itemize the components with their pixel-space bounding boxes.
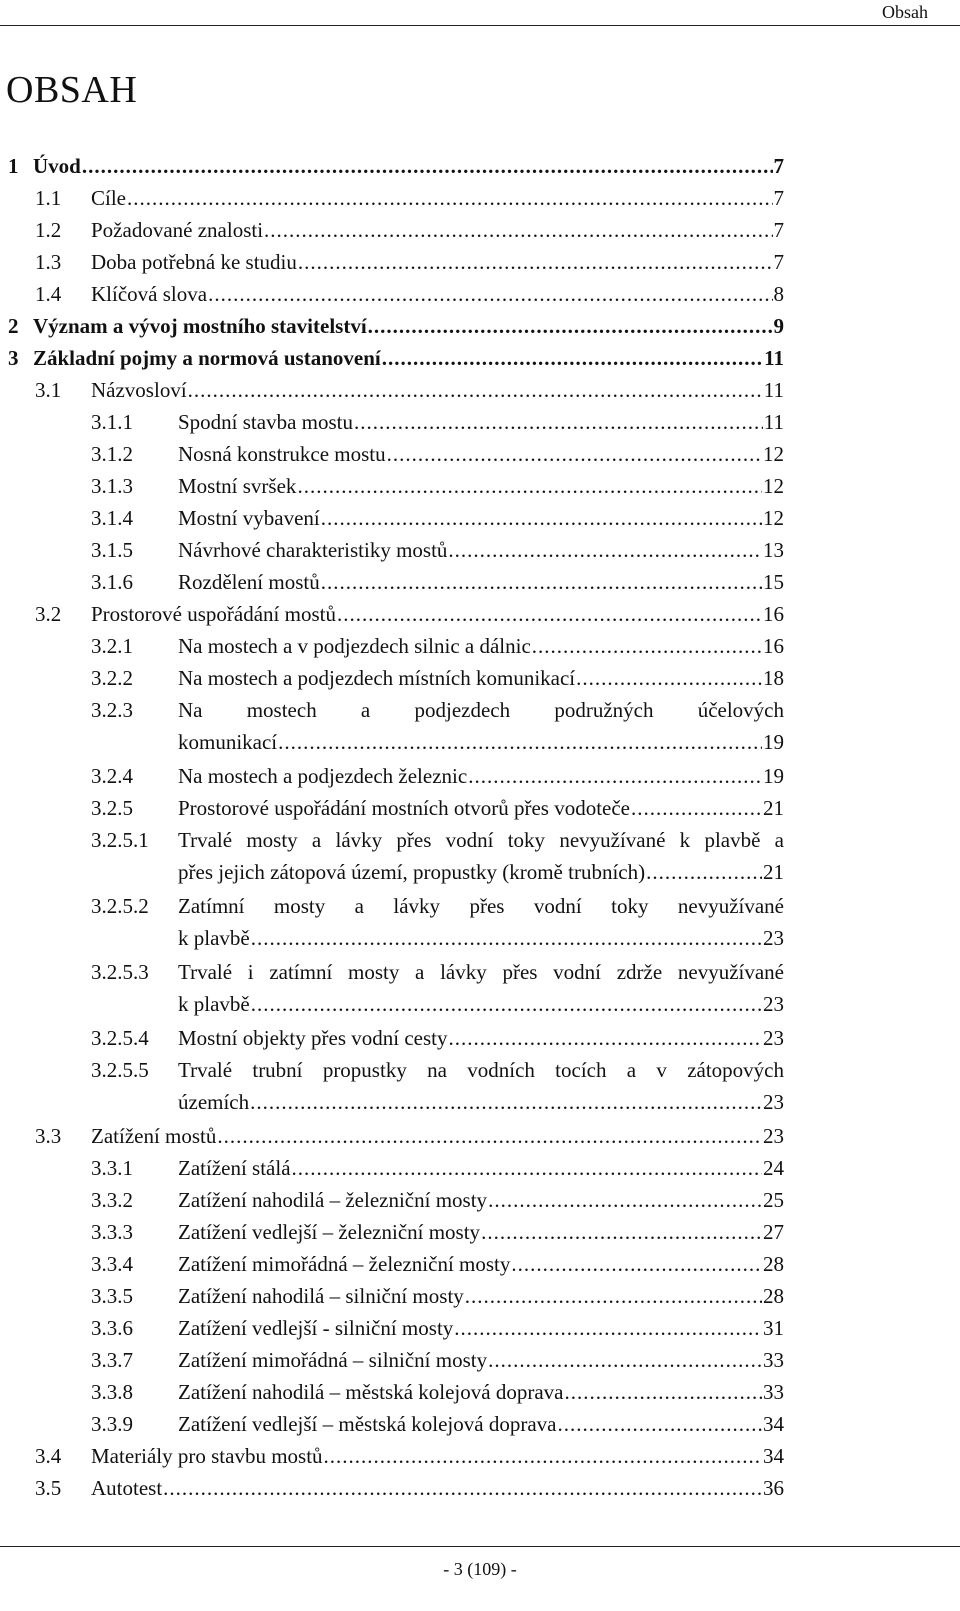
dot-leader: [217, 1120, 762, 1152]
toc-entry-title-first-line: Na mostech a podjezdech podružných účelových: [178, 698, 784, 722]
toc-entry-number: 3.2.2: [91, 666, 133, 690]
toc-entry[interactable]: [0, 1408, 960, 1440]
toc-entry-title: Nosná konstrukce mostu: [178, 442, 386, 466]
running-header: Obsah: [882, 2, 928, 22]
dot-leader: [321, 566, 762, 598]
dot-leader: [382, 342, 763, 374]
toc-entry[interactable]: [0, 598, 960, 630]
dot-leader: [481, 1216, 762, 1248]
dot-leader: [251, 922, 762, 954]
dot-leader: [454, 1312, 762, 1344]
toc-entry[interactable]: [0, 1472, 960, 1504]
toc-entry-page-number: 21: [763, 796, 784, 820]
toc-entry-title: Zatížení mostů: [91, 1124, 217, 1148]
toc-entry-page-number: 13: [763, 538, 784, 562]
toc-entry-title: Zatížení nahodilá – městská kolejová doprava: [178, 1380, 564, 1404]
toc-entry[interactable]: [0, 1440, 960, 1472]
toc-entry-number: 3.2.3: [91, 698, 133, 722]
dot-leader: [337, 598, 762, 630]
toc-entry-number: 3.2.5.5: [91, 1058, 149, 1082]
toc-entry-number: 3.4: [35, 1444, 62, 1468]
toc-entry-page-number: 23: [763, 992, 784, 1016]
toc-entry-number: 3.1.1: [91, 410, 133, 434]
toc-entry[interactable]: [0, 956, 960, 1022]
toc-entry[interactable]: [0, 470, 960, 502]
dot-leader: [82, 150, 773, 182]
toc-entry-title: Zatížení vedlejší - silniční mosty: [178, 1316, 454, 1340]
toc-entry-number: 3.2.5.3: [91, 960, 149, 984]
toc-entry[interactable]: [0, 1022, 960, 1054]
toc-entry-page-number: 23: [763, 926, 784, 950]
page-title: OBSAH: [6, 69, 138, 111]
toc-entry-page-number: 12: [763, 442, 784, 466]
toc-entry-title: k plavbě: [178, 992, 250, 1016]
dot-leader: [251, 988, 762, 1020]
dot-leader: [511, 1248, 762, 1280]
toc-entry-page-number: 23: [763, 1124, 784, 1148]
toc-entry[interactable]: [0, 246, 960, 278]
toc-entry-title: Zatížení nahodilá – železniční mosty: [178, 1188, 488, 1212]
toc-entry-title: Úvod: [33, 154, 81, 178]
toc-entry-title-first-line: Trvalé i zatímní mosty a lávky přes vodní zdrže nevyužívané: [178, 960, 784, 984]
toc-entry-title: Rozdělení mostů: [178, 570, 320, 594]
toc-entry-page-number: 25: [763, 1188, 784, 1212]
toc-entry-title-first-line: Trvalé mosty a lávky přes vodní toky nevyužívané k plavbě a: [178, 828, 784, 852]
toc-entry-title: Základní pojmy a normová ustanovení: [33, 346, 381, 370]
dot-leader: [488, 1344, 762, 1376]
dot-leader: [354, 406, 763, 438]
toc-entry-page-number: 23: [763, 1026, 784, 1050]
dot-leader: [321, 502, 762, 534]
table-of-contents: [0, 150, 960, 1504]
dot-leader: [264, 214, 772, 246]
toc-entry-page-number: 11: [764, 346, 784, 370]
dot-leader: [465, 1280, 762, 1312]
toc-entry[interactable]: [0, 1152, 960, 1184]
dot-leader: [188, 374, 763, 406]
toc-entry[interactable]: [0, 502, 960, 534]
toc-entry-page-number: 28: [763, 1284, 784, 1308]
dot-leader: [278, 726, 762, 758]
dot-leader: [127, 182, 773, 214]
toc-entry[interactable]: [0, 1216, 960, 1248]
toc-entry[interactable]: [0, 406, 960, 438]
dot-leader: [292, 1152, 762, 1184]
toc-entry-page-number: 16: [763, 634, 784, 658]
toc-entry-title: Zatížení stálá: [178, 1156, 291, 1180]
toc-entry-title: k plavbě: [178, 926, 250, 950]
toc-entry[interactable]: [0, 214, 960, 246]
toc-entry[interactable]: [0, 694, 960, 760]
toc-entry[interactable]: [0, 1120, 960, 1152]
toc-entry-page-number: 33: [763, 1380, 784, 1404]
toc-entry-title-first-line: Zatímní mosty a lávky přes vodní toky nevyužívané: [178, 894, 784, 918]
toc-entry-page-number: 9: [773, 314, 784, 338]
toc-entry-number: 1: [8, 154, 19, 178]
toc-entry-number: 3.3.7: [91, 1348, 133, 1372]
toc-entry-number: 3.2: [35, 602, 62, 626]
toc-entry[interactable]: [0, 182, 960, 214]
toc-entry-page-number: 12: [763, 506, 784, 530]
toc-entry[interactable]: [0, 342, 960, 374]
toc-entry-title: Zatížení mimořádná – silniční mosty: [178, 1348, 488, 1372]
toc-entry[interactable]: [0, 662, 960, 694]
toc-entry-page-number: 7: [773, 154, 784, 178]
toc-entry-title: Mostní objekty přes vodní cesty: [178, 1026, 448, 1050]
toc-entry-title: Zatížení vedlejší – městská kolejová doprava: [178, 1412, 557, 1436]
toc-entry-number: 3.2.1: [91, 634, 133, 658]
toc-entry-title: Mostní vybavení: [178, 506, 320, 530]
toc-entry[interactable]: [0, 374, 960, 406]
toc-entry[interactable]: [0, 760, 960, 792]
toc-entry-number: 3.3.4: [91, 1252, 133, 1276]
toc-entry-number: 3.3: [35, 1124, 62, 1148]
toc-entry-number: 3.2.5: [91, 796, 133, 820]
dot-leader: [448, 534, 762, 566]
dot-leader: [448, 1022, 762, 1054]
toc-entry-page-number: 19: [763, 730, 784, 754]
toc-entry[interactable]: [0, 438, 960, 470]
dot-leader: [631, 792, 762, 824]
toc-entry-title: Cíle: [91, 186, 126, 210]
toc-entry[interactable]: [0, 1376, 960, 1408]
toc-entry-number: 3.1.2: [91, 442, 133, 466]
dot-leader: [564, 1376, 762, 1408]
toc-entry-title: komunikací: [178, 730, 278, 754]
toc-entry-number: 3.3.8: [91, 1380, 133, 1404]
dot-leader: [387, 438, 762, 470]
toc-entry[interactable]: [0, 1184, 960, 1216]
dot-leader: [532, 630, 762, 662]
dot-leader: [298, 246, 773, 278]
toc-entry-title: Na mostech a v podjezdech silnic a dálnic: [178, 634, 531, 658]
toc-entry-page-number: 19: [763, 764, 784, 788]
toc-entry-number: 3.3.9: [91, 1412, 133, 1436]
toc-entry-title: přes jejich zátopová území, propustky (kromě trubních): [178, 860, 646, 884]
toc-entry-title: Zatížení mimořádná – železniční mosty: [178, 1252, 511, 1276]
toc-entry-page-number: 7: [773, 218, 784, 242]
toc-entry[interactable]: [0, 310, 960, 342]
toc-entry-page-number: 11: [763, 378, 784, 402]
toc-entry-title: Názvosloví: [91, 378, 187, 402]
toc-entry-title: Prostorové uspořádání mostů: [91, 602, 336, 626]
toc-entry[interactable]: [0, 566, 960, 598]
toc-entry-number: 3: [8, 346, 19, 370]
toc-entry-title: Mostní svršek: [178, 474, 297, 498]
toc-entry[interactable]: [0, 824, 960, 890]
toc-entry-title: Klíčová slova: [91, 282, 208, 306]
toc-entry-page-number: 7: [773, 250, 784, 274]
dot-leader: [488, 1184, 762, 1216]
toc-entry-number: 3.1.6: [91, 570, 133, 594]
toc-entry[interactable]: [0, 1280, 960, 1312]
toc-entry-page-number: 8: [773, 282, 784, 306]
footer-page-number: - 3 (109) -: [443, 1559, 517, 1579]
toc-entry-number: 3.3.3: [91, 1220, 133, 1244]
dot-leader: [576, 662, 762, 694]
dot-leader: [646, 856, 762, 888]
toc-entry-page-number: 11: [763, 410, 784, 434]
toc-entry-page-number: 21: [763, 860, 784, 884]
toc-entry-page-number: 34: [763, 1444, 784, 1468]
toc-entry-number: 1.3: [35, 250, 62, 274]
toc-entry-title: územích: [178, 1090, 250, 1114]
toc-entry-number: 3.3.6: [91, 1316, 133, 1340]
toc-entry-page-number: 27: [763, 1220, 784, 1244]
dot-leader: [163, 1472, 762, 1504]
toc-entry[interactable]: [0, 1312, 960, 1344]
toc-entry-number: 3.2.4: [91, 764, 133, 788]
toc-entry-page-number: 33: [763, 1348, 784, 1372]
toc-entry-title: Na mostech a podjezdech místních komunikací: [178, 666, 576, 690]
toc-entry-page-number: 18: [763, 666, 784, 690]
toc-entry-number: 3.1: [35, 378, 62, 402]
toc-entry-number: 3.1.3: [91, 474, 133, 498]
dot-leader: [250, 1086, 762, 1118]
toc-entry-number: 3.2.5.1: [91, 828, 149, 852]
toc-entry-title: Autotest: [91, 1476, 163, 1500]
toc-entry-page-number: 23: [763, 1090, 784, 1114]
toc-entry[interactable]: [0, 1054, 960, 1120]
toc-entry[interactable]: [0, 150, 960, 182]
dot-leader: [324, 1440, 762, 1472]
page-footer: [0, 1546, 960, 1611]
toc-entry-page-number: 7: [773, 186, 784, 210]
toc-entry-title: Na mostech a podjezdech železnic: [178, 764, 468, 788]
toc-entry-number: 3.3.1: [91, 1156, 133, 1180]
toc-entry[interactable]: [0, 1248, 960, 1280]
toc-entry-title: Význam a vývoj mostního stavitelství: [33, 314, 367, 338]
toc-entry-number: 1.2: [35, 218, 62, 242]
toc-entry-number: 3.1.5: [91, 538, 133, 562]
toc-entry[interactable]: [0, 890, 960, 956]
header-rule: [0, 25, 960, 26]
dot-leader: [468, 760, 762, 792]
toc-entry-title: Materiály pro stavbu mostů: [91, 1444, 323, 1468]
toc-entry[interactable]: [0, 630, 960, 662]
toc-entry-page-number: 12: [763, 474, 784, 498]
toc-entry-title: Prostorové uspořádání mostních otvorů přes vodoteče: [178, 796, 630, 820]
toc-entry-number: 1.4: [35, 282, 62, 306]
toc-entry[interactable]: [0, 792, 960, 824]
toc-entry-number: 3.2.5.4: [91, 1026, 149, 1050]
toc-entry-title: Spodní stavba mostu: [178, 410, 354, 434]
dot-leader: [557, 1408, 762, 1440]
toc-entry[interactable]: [0, 1344, 960, 1376]
toc-entry-number: 3.1.4: [91, 506, 133, 530]
toc-entry-title-first-line: Trvalé trubní propustky na vodních tocích a v zátopových: [178, 1058, 784, 1082]
dot-leader: [297, 470, 762, 502]
toc-entry-number: 3.3.5: [91, 1284, 133, 1308]
toc-entry-number: 1.1: [35, 186, 62, 210]
toc-entry-page-number: 16: [763, 602, 784, 626]
dot-leader: [208, 278, 772, 310]
toc-entry-page-number: 15: [763, 570, 784, 594]
toc-entry[interactable]: [0, 534, 960, 566]
toc-entry-number: 3.3.2: [91, 1188, 133, 1212]
toc-entry-page-number: 31: [763, 1316, 784, 1340]
toc-entry-title: Požadované znalosti: [91, 218, 264, 242]
dot-leader: [368, 310, 773, 342]
toc-entry-number: 3.5: [35, 1476, 62, 1500]
toc-entry-title: Doba potřebná ke studiu: [91, 250, 297, 274]
toc-entry-page-number: 28: [763, 1252, 784, 1276]
toc-entry-number: 3.2.5.2: [91, 894, 149, 918]
toc-entry-page-number: 34: [763, 1412, 784, 1436]
toc-entry-title: Zatížení vedlejší – železniční mosty: [178, 1220, 481, 1244]
toc-entry-title: Zatížení nahodilá – silniční mosty: [178, 1284, 464, 1308]
toc-entry-page-number: 24: [763, 1156, 784, 1180]
toc-entry-title: Návrhové charakteristiky mostů: [178, 538, 448, 562]
toc-entry[interactable]: [0, 278, 960, 310]
toc-entry-page-number: 36: [763, 1476, 784, 1500]
toc-entry-number: 2: [8, 314, 19, 338]
